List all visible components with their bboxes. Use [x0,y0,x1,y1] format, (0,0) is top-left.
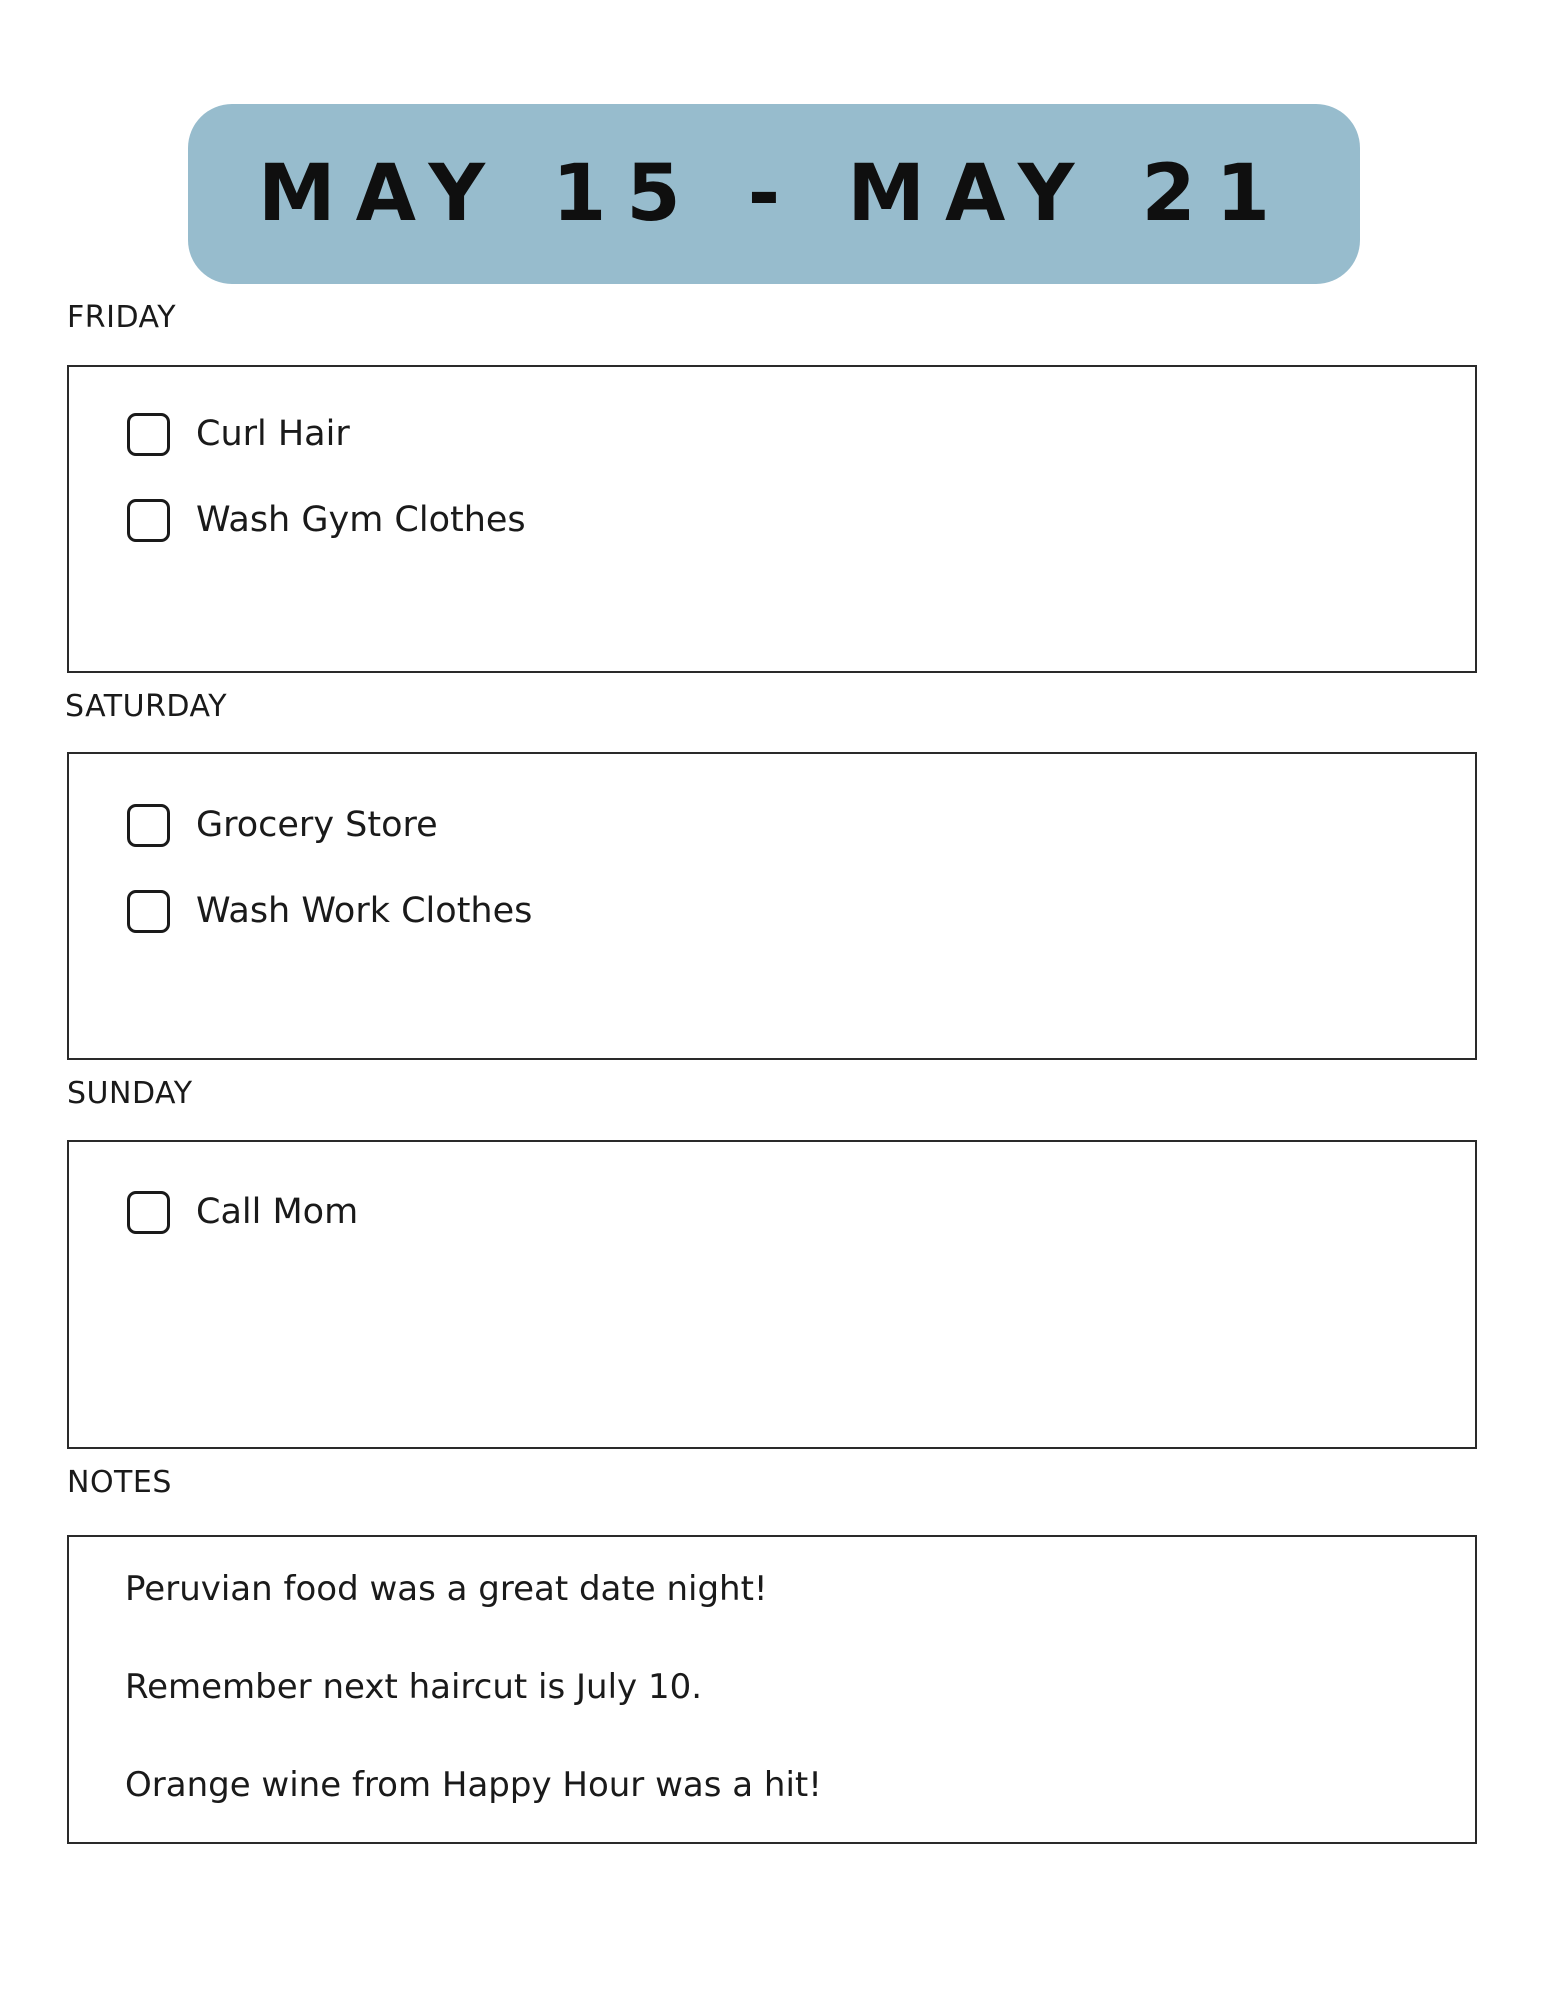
task-label: Call Mom [196,1192,359,1232]
header-banner [188,104,1360,284]
checkbox[interactable] [127,499,170,542]
task-label: Curl Hair [196,414,350,454]
checkbox[interactable] [127,413,170,456]
section-label-saturday: SATURDAY [65,689,228,724]
checkbox[interactable] [127,890,170,933]
task-item[interactable] [127,1187,358,1237]
checkbox[interactable] [127,1191,170,1234]
saturday-task-box [67,752,1477,1060]
task-item[interactable] [127,886,532,936]
page-title: MAY 15 - MAY 21 [257,149,1291,239]
section-label-notes: NOTES [67,1465,172,1500]
task-label: Wash Work Clothes [196,891,533,931]
sunday-task-box [67,1140,1477,1449]
checkbox[interactable] [127,804,170,847]
task-label: Wash Gym Clothes [196,500,526,540]
task-item[interactable] [127,800,438,850]
note-line: Remember next haircut is July 10. [125,1667,703,1707]
note-line: Orange wine from Happy Hour was a hit! [125,1765,822,1805]
task-item[interactable] [127,409,350,459]
section-label-friday: FRIDAY [67,300,177,335]
note-line: Peruvian food was a great date night! [125,1569,768,1609]
task-label: Grocery Store [196,805,438,845]
task-item[interactable] [127,495,526,545]
friday-task-box [67,365,1477,673]
section-label-sunday: SUNDAY [67,1076,193,1111]
notes-box [67,1535,1477,1844]
